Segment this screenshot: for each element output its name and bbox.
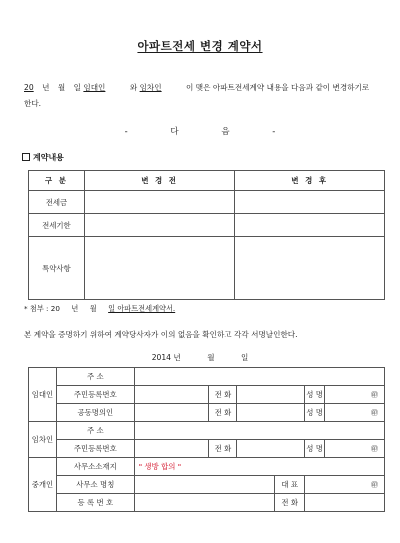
cell-term-before[interactable] — [84, 214, 235, 237]
office-name-label: 사무소 명칭 — [56, 476, 134, 494]
intro-and: 와 — [129, 83, 138, 92]
header-after: 변 경 후 — [235, 171, 385, 191]
co-owner-seal-mark: ㊞ — [325, 404, 385, 422]
representative-seal-mark: ㊞ — [305, 476, 385, 494]
tenant-seal-mark: ㊞ — [325, 440, 385, 458]
sign-date-day: 일 — [240, 353, 249, 362]
intro-year-unit: 년 — [42, 83, 50, 92]
broker-phone-label: 전 화 — [275, 494, 305, 512]
tenant-label: 임차인 — [29, 422, 57, 458]
co-owner-name-label: 성 명 — [305, 404, 325, 422]
co-owner-field[interactable] — [134, 404, 209, 422]
office-address-label: 사무소소재지 — [56, 458, 134, 476]
office-name-field[interactable] — [134, 476, 275, 494]
tenant-address-field[interactable] — [134, 422, 384, 440]
confirm-statement: 본 계약을 증명하기 위하여 계약당사자가 이의 없음을 확인하고 각각 서명날인한다. — [24, 330, 298, 339]
document-title: 아파트전세 변경 계약서 — [137, 39, 263, 53]
landlord-phone-field[interactable] — [237, 386, 305, 404]
attachment-day-unit: 일 아파트전세계약서. — [108, 304, 176, 313]
landlord-resident-no-field[interactable] — [134, 386, 209, 404]
attachment-note — [24, 304, 175, 314]
header-before: 변 경 전 — [84, 171, 235, 191]
cell-special-before[interactable] — [84, 237, 235, 300]
signature-table — [28, 367, 385, 512]
intro-rest-line1: 이 맺은 아파트전세계약 내용을 다음과 같이 변경하기로 — [186, 83, 370, 92]
checkbox-square-icon — [22, 153, 30, 161]
row-label-deposit: 전세금 — [29, 191, 85, 214]
change-table — [28, 170, 385, 300]
representative-label: 대 표 — [275, 476, 305, 494]
landlord-seal-mark: ㊞ — [325, 386, 385, 404]
landlord-resident-no-label: 주민등록번호 — [56, 386, 134, 404]
landlord-name-label: 성 명 — [305, 386, 325, 404]
row-label-special-terms: 특약사항 — [29, 237, 85, 300]
daum-dash-left: - — [124, 127, 128, 137]
office-address-field[interactable]: " 생방 합의 " — [134, 458, 384, 476]
tenant-phone-label: 전 화 — [209, 440, 237, 458]
section-heading — [22, 152, 64, 163]
row-label-term: 전세기한 — [29, 214, 85, 237]
sign-date-month: 월 — [207, 353, 215, 362]
landlord-address-field[interactable] — [134, 368, 384, 386]
co-owner-label: 공동명의인 — [56, 404, 134, 422]
intro-year: 20 — [24, 83, 34, 92]
broker-phone-field[interactable] — [305, 494, 385, 512]
cell-term-after[interactable] — [235, 214, 385, 237]
cell-deposit-before[interactable] — [84, 191, 235, 214]
cell-deposit-after[interactable] — [235, 191, 385, 214]
tenant-name-label: 성 명 — [305, 440, 325, 458]
tenant-phone-field[interactable] — [237, 440, 305, 458]
intro-tenant: 임차인 — [139, 83, 162, 92]
reg-no-field[interactable] — [134, 494, 275, 512]
co-owner-phone-label: 전 화 — [209, 404, 237, 422]
landlord-label: 임대인 — [29, 368, 57, 422]
tenant-resident-no-label: 주민등록번호 — [56, 440, 134, 458]
intro-landlord: 임대인 — [83, 83, 106, 92]
tenant-resident-no-field[interactable] — [134, 440, 209, 458]
section-title: 계약내용 — [33, 153, 64, 162]
daum-eum: 음 — [221, 127, 230, 137]
intro-paragraph — [24, 80, 386, 112]
header-category: 구 분 — [29, 171, 85, 191]
co-owner-phone-field[interactable] — [237, 404, 305, 422]
daum-dash-right: - — [272, 127, 276, 137]
reg-no-label: 등 록 번 호 — [56, 494, 134, 512]
daum-da: 다 — [170, 127, 179, 137]
sign-date — [0, 352, 400, 363]
landlord-phone-label: 전 화 — [209, 386, 237, 404]
attachment-prefix: * 첨부 : 20 — [24, 304, 60, 313]
intro-day-unit: 일 — [73, 83, 81, 92]
intro-month-unit: 월 — [57, 83, 66, 92]
tenant-address-label: 주 소 — [56, 422, 134, 440]
landlord-address-label: 주 소 — [56, 368, 134, 386]
daum-heading — [0, 125, 400, 137]
cell-special-after[interactable] — [235, 237, 385, 300]
broker-label: 중개인 — [29, 458, 57, 512]
attachment-year-unit: 년 — [71, 304, 79, 313]
intro-rest-line2: 한다. — [24, 99, 42, 108]
sign-date-year: 2014 년 — [151, 353, 181, 362]
attachment-month-unit: 월 — [89, 304, 97, 313]
